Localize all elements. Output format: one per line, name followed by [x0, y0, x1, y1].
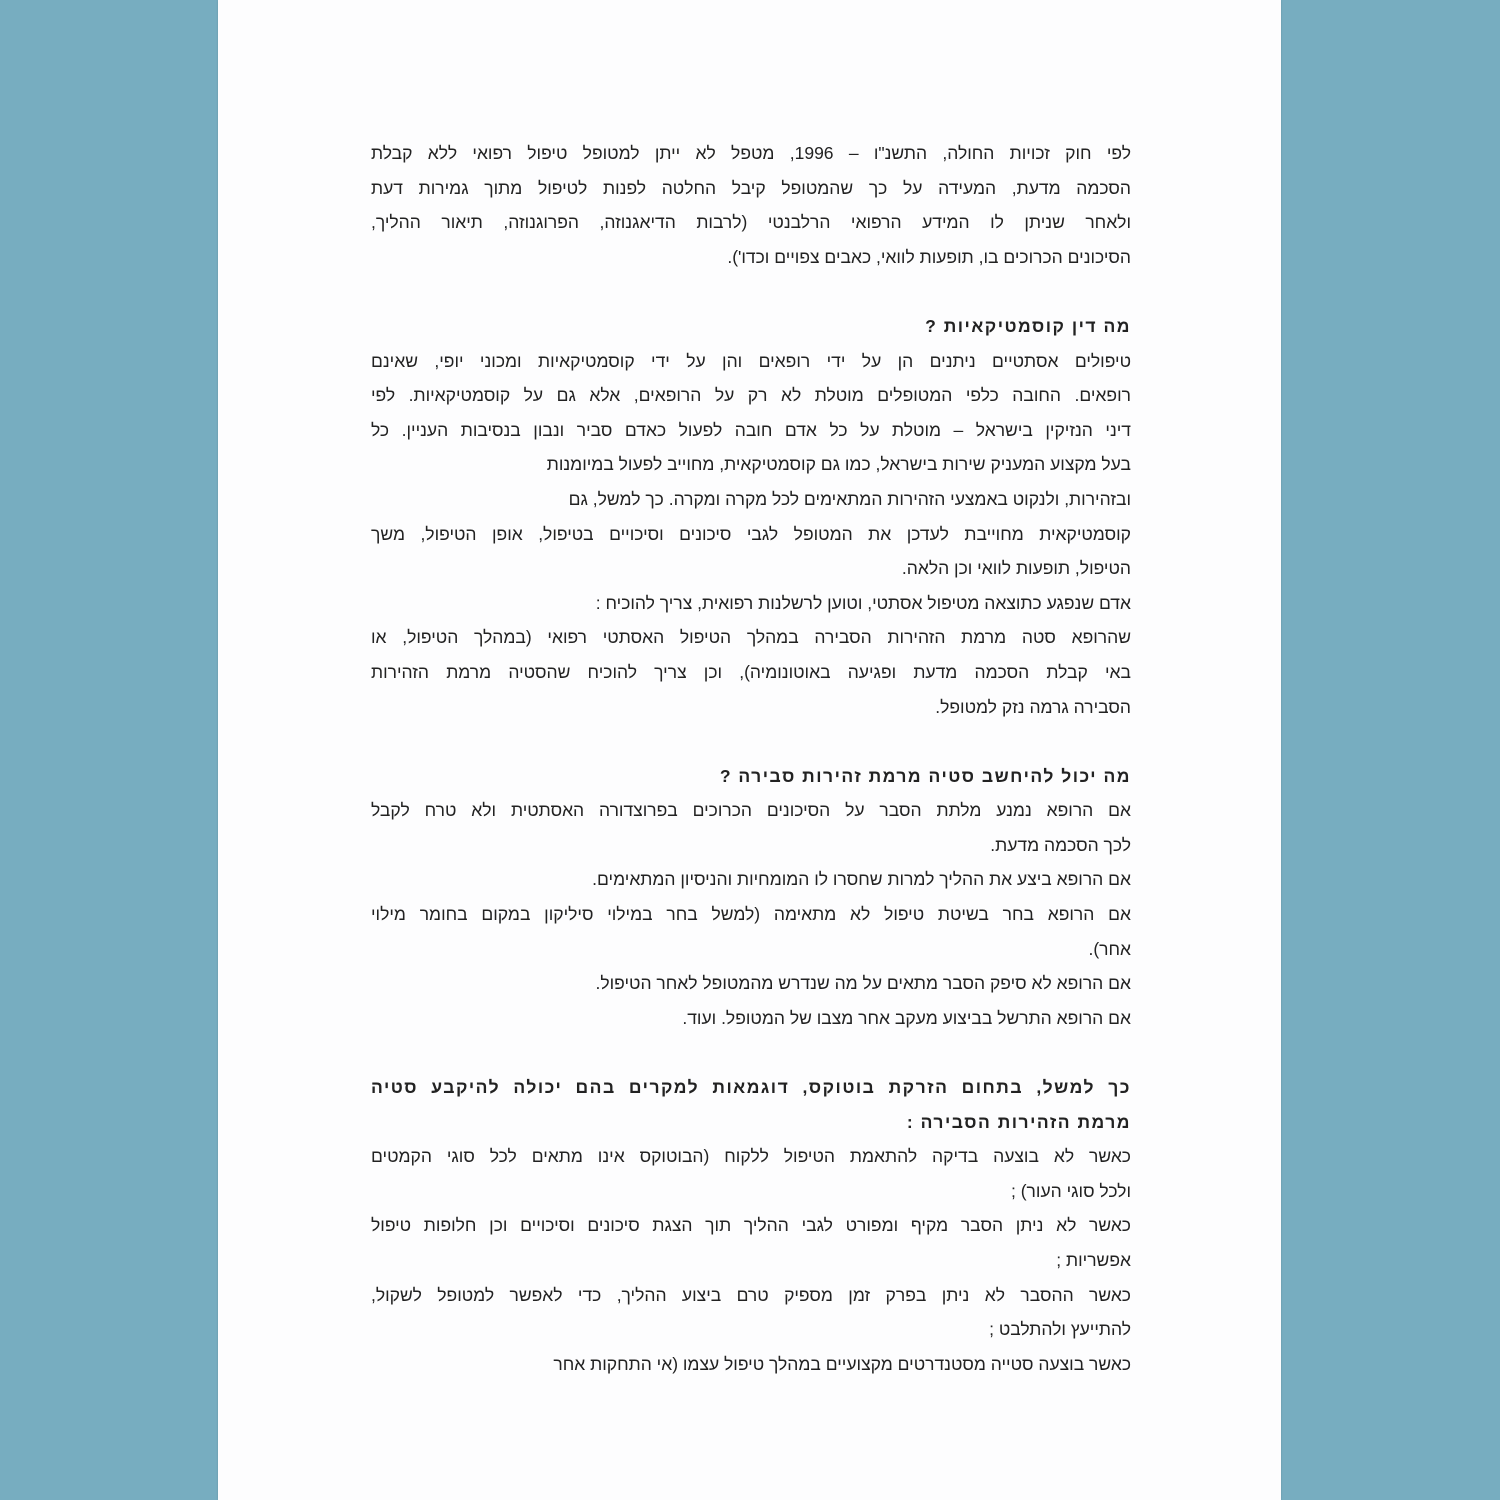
- heading-reasonable-care: מה יכול להיחשב סטיה מרמת זהירות סבירה ?: [719, 765, 1131, 786]
- section1-line: דיני הנזיקין בישראל – מוטלת על כל אדם חובה לפעול כאדם סביר ונבון בנסיבות העניין. כל: [371, 419, 1131, 440]
- spacer: [371, 274, 1131, 309]
- section1-line: שהרופא סטה מרמת הזהירות הסבירה במהלך הטיפול האסתטי רפואי (במהלך הטיפול, או: [371, 627, 1131, 648]
- paragraph1-line: ולאחר שניתן לו המידע הרפואי הרלבנטי (לרבות הדיאגנוזה, הפרוגנוזה, תיאור ההליך,: [371, 212, 1131, 233]
- spacer: [371, 724, 1131, 759]
- section2-line: אם הרופא התרשל בביצוע מעקב אחר מצבו של המטופל. ועוד.: [682, 1007, 1131, 1028]
- section2-line: אם הרופא בחר בשיטת טיפול לא מתאימה (למשל בחר במילוי סיליקון במקום בחומר מילוי: [371, 904, 1131, 925]
- section2-line: אם הרופא נמנע מלתת הסבר על הסיכונים הכרוכים בפרוצדורה האסתטית ולא טרח לקבל: [371, 800, 1131, 821]
- section1-line: טיפולים אסתטיים ניתנים הן על ידי רופאים והן על ידי קוסמטיקאיות ומכוני יופי, שאינם: [371, 350, 1131, 371]
- document-body: [371, 136, 1131, 1381]
- section3-line: כאשר בוצעה סטייה מסטנדרטים מקצועיים במהלך טיפול עצמו (אי התחקות אחר: [553, 1353, 1131, 1374]
- heading-botox-examples: כך למשל, בתחום הזרקת בוטוקס, דוגמאות למקרים בהם יכולה להיקבע סטיה: [371, 1077, 1131, 1098]
- section3-line: ולכל סוגי העור) ;: [1011, 1180, 1131, 1201]
- paragraph1-line: לפי חוק זכויות החולה, התשנ"ו – 1996, מטפל לא ייתן למטופל טיפול רפואי ללא קבלת: [371, 143, 1131, 163]
- section2-line: אם הרופא לא סיפק הסבר מתאים על מה שנדרש מהמטופל לאחר הטיפול.: [595, 973, 1131, 994]
- section3-line: להתייעץ ולהתלבט ;: [989, 1319, 1131, 1340]
- section1-line: הטיפול, תופעות לוואי וכן הלאה.: [901, 558, 1131, 579]
- section1-line: ובזהירות, ולנקוט באמצעי הזהירות המתאימים לכל מקרה ומקרה. כך למשל, גם: [568, 488, 1131, 509]
- section2-line: אם הרופא ביצע את ההליך למרות שחסרו לו המומחיות והניסיון המתאימים.: [592, 869, 1131, 890]
- document-page: [218, 0, 1281, 1500]
- section3-line: אפשריות ;: [1056, 1250, 1131, 1270]
- section1-line: אדם שנפגע כתוצאה מטיפול אסתטי, וטוען לרשלנות רפואית, צריך להוכיח :: [595, 592, 1131, 613]
- section1-line: באי קבלת הסכמה מדעת ופגיעה באוטונומיה), וכן צריך להוכיח שהסטיה מרמת הזהירות: [371, 661, 1131, 682]
- section1-line: בעל מקצוע המעניק שירות בישראל, כמו גם קוסמטיקאית, מחוייב לפעול במיומנות: [546, 454, 1131, 475]
- heading-cosmeticians: מה דין קוסמטיקאיות ?: [925, 315, 1131, 336]
- section1-line: הסבירה גרמה נזק למטופל.: [935, 696, 1131, 717]
- paragraph1-line: הסכמה מדעת, המעידה על כך שהמטופל קיבל החלטה לפנות לטיפול מתוך גמירות דעת: [371, 177, 1131, 198]
- section3-line: כאשר ההסבר לא ניתן בפרק זמן מספיק טרם ביצוע ההליך, כדי לאפשר למטופל לשקול,: [371, 1284, 1131, 1305]
- paragraph1-line: הסיכונים הכרוכים בו, תופעות לוואי, כאבים צפויים וכדו').: [727, 246, 1131, 267]
- section2-line: לכך הסכמה מדעת.: [990, 834, 1131, 855]
- spacer: [371, 1035, 1131, 1070]
- section3-line: כאשר לא בוצעה בדיקה להתאמת הטיפול ללקוח (הבוטוקס אינו מתאים לכל סוגי הקמטים: [371, 1146, 1131, 1167]
- section3-line: כאשר לא ניתן הסבר מקיף ומפורט לגבי ההליך תוך הצגת סיכונים וסיכויים וכן חלופות טיפול: [371, 1215, 1131, 1236]
- section1-line: קוסמטיקאית מחוייבת לעדכן את המטופל לגבי סיכונים וסיכויים בטיפול, אופן הטיפול, משך: [371, 523, 1131, 544]
- section1-line: רופאים. החובה כלפי המטופלים מוטלת לא רק על הרופאים, אלא גם על קוסמטיקאיות. לפי: [371, 385, 1131, 406]
- section2-line: אחר).: [1088, 938, 1131, 959]
- heading-botox-examples: מרמת הזהירות הסבירה :: [906, 1111, 1131, 1132]
